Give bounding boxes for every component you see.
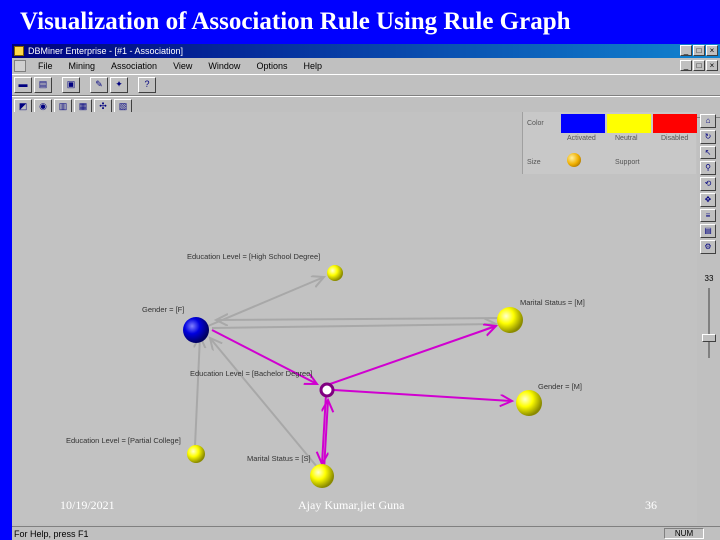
legend xyxy=(522,112,696,174)
menu-mining[interactable]: Mining xyxy=(68,61,96,71)
label-marital-s: Marital Status = [S] xyxy=(247,454,311,463)
view1-icon[interactable]: ◩ xyxy=(14,99,32,115)
view5-icon[interactable]: ✣ xyxy=(94,99,112,115)
select-icon[interactable]: ↖ xyxy=(700,146,716,160)
edge-f-to-marital-m xyxy=(212,324,496,328)
node-marital-s xyxy=(310,464,334,488)
label-gender-f: Gender = [F] xyxy=(142,305,185,314)
legend-activated-label: Activated xyxy=(567,135,596,142)
node-gender-f xyxy=(183,317,209,343)
statusbar xyxy=(12,526,720,540)
move-icon[interactable]: ✥ xyxy=(700,193,716,207)
app-icon xyxy=(14,46,24,56)
legend-neutral-swatch xyxy=(607,114,651,133)
legend-activated-swatch xyxy=(561,114,605,133)
legend-size-label: Size xyxy=(527,159,541,166)
label-edu-high: Education Level = [High School Degree] xyxy=(187,252,321,261)
node-gender-m xyxy=(516,390,542,416)
legend-disabled-label: Disabled xyxy=(661,135,689,142)
document-icon[interactable] xyxy=(14,60,26,72)
label-edu-partial: Education Level = [Partial College] xyxy=(66,436,181,445)
num-indicator: NUM xyxy=(664,528,704,539)
rotate-icon[interactable]: ⟲ xyxy=(700,177,716,191)
menu-view[interactable]: View xyxy=(173,61,193,71)
edge-partial-to-f xyxy=(195,336,200,446)
legend-support-ball xyxy=(567,153,581,167)
label-gender-m: Gender = [M] xyxy=(538,382,582,391)
save-icon[interactable]: ▬ xyxy=(14,77,32,93)
refresh-icon[interactable]: ↻ xyxy=(700,130,716,144)
doc-minimize-button[interactable]: _ xyxy=(680,60,692,71)
label-edu-bach: Education Level = [Bachelor Degree] xyxy=(190,369,313,378)
view4-icon[interactable]: ▦ xyxy=(74,99,92,115)
settings-icon[interactable]: ⚙ xyxy=(700,240,716,254)
edge-bach-to-marital-m xyxy=(330,326,496,384)
zoom-slider[interactable] xyxy=(702,334,716,342)
slide-title: Visualization of Association Rule Using Rule Graph xyxy=(20,8,571,35)
magic-icon[interactable]: ✦ xyxy=(110,77,128,93)
footer-page: 36 xyxy=(645,498,657,512)
menu-options[interactable]: Options xyxy=(256,61,288,71)
graph-toolbar xyxy=(700,114,718,254)
close-button[interactable]: × xyxy=(706,45,718,56)
footer-author: Ajay Kumar,jiet Guna xyxy=(298,498,405,512)
menu-file[interactable]: File xyxy=(38,61,53,71)
view6-icon[interactable]: ▧ xyxy=(114,99,132,115)
menubar xyxy=(12,59,720,73)
minimize-button[interactable]: _ xyxy=(680,45,692,56)
filter-icon[interactable]: ≡ xyxy=(700,209,716,223)
legend-neutral-label: Neutral xyxy=(615,135,638,142)
view3-icon[interactable]: ▥ xyxy=(54,99,72,115)
app-window xyxy=(12,44,720,540)
legend-color-label: Color xyxy=(527,120,544,127)
node-marital-m xyxy=(497,307,523,333)
main-toolbar xyxy=(12,74,720,96)
rule-graph-canvas[interactable] xyxy=(12,112,697,524)
menu-window[interactable]: Window xyxy=(208,61,241,71)
zoom-track[interactable] xyxy=(708,288,710,358)
label-marital-m: Marital Status = [M] xyxy=(520,298,585,307)
help-icon[interactable]: ? xyxy=(138,77,156,93)
legend-support-label: Support xyxy=(615,159,640,166)
window-icon[interactable]: ▣ xyxy=(62,77,80,93)
doc-close-button[interactable]: × xyxy=(706,60,718,71)
print-icon[interactable]: ▤ xyxy=(34,77,52,93)
layout-icon[interactable]: ▤ xyxy=(700,224,716,238)
window-title: DBMiner Enterprise - [#1 - Association] xyxy=(28,46,184,56)
edge-marital-m-to-f xyxy=(216,318,504,320)
tools-icon[interactable]: ✎ xyxy=(90,77,108,93)
edge-bach-to-gender-m xyxy=(334,390,512,401)
legend-disabled-swatch xyxy=(653,114,697,133)
zoom-control xyxy=(700,274,718,364)
menu-association[interactable]: Association xyxy=(111,61,158,71)
view2-icon[interactable]: ◉ xyxy=(34,99,52,115)
node-edu-partial xyxy=(187,445,205,463)
node-edu-bach xyxy=(321,384,333,396)
window-titlebar[interactable] xyxy=(12,44,720,58)
status-text: For Help, press F1 xyxy=(14,529,89,539)
zoom-icon[interactable]: ⚲ xyxy=(700,161,716,175)
footer-date: 10/19/2021 xyxy=(60,498,115,512)
zoom-value: 33 xyxy=(704,274,714,283)
node-edu-high xyxy=(327,265,343,281)
home-icon[interactable]: ⌂ xyxy=(700,114,716,128)
menu-help[interactable]: Help xyxy=(303,61,322,71)
maximize-button[interactable]: □ xyxy=(693,45,705,56)
doc-maximize-button[interactable]: □ xyxy=(693,60,705,71)
